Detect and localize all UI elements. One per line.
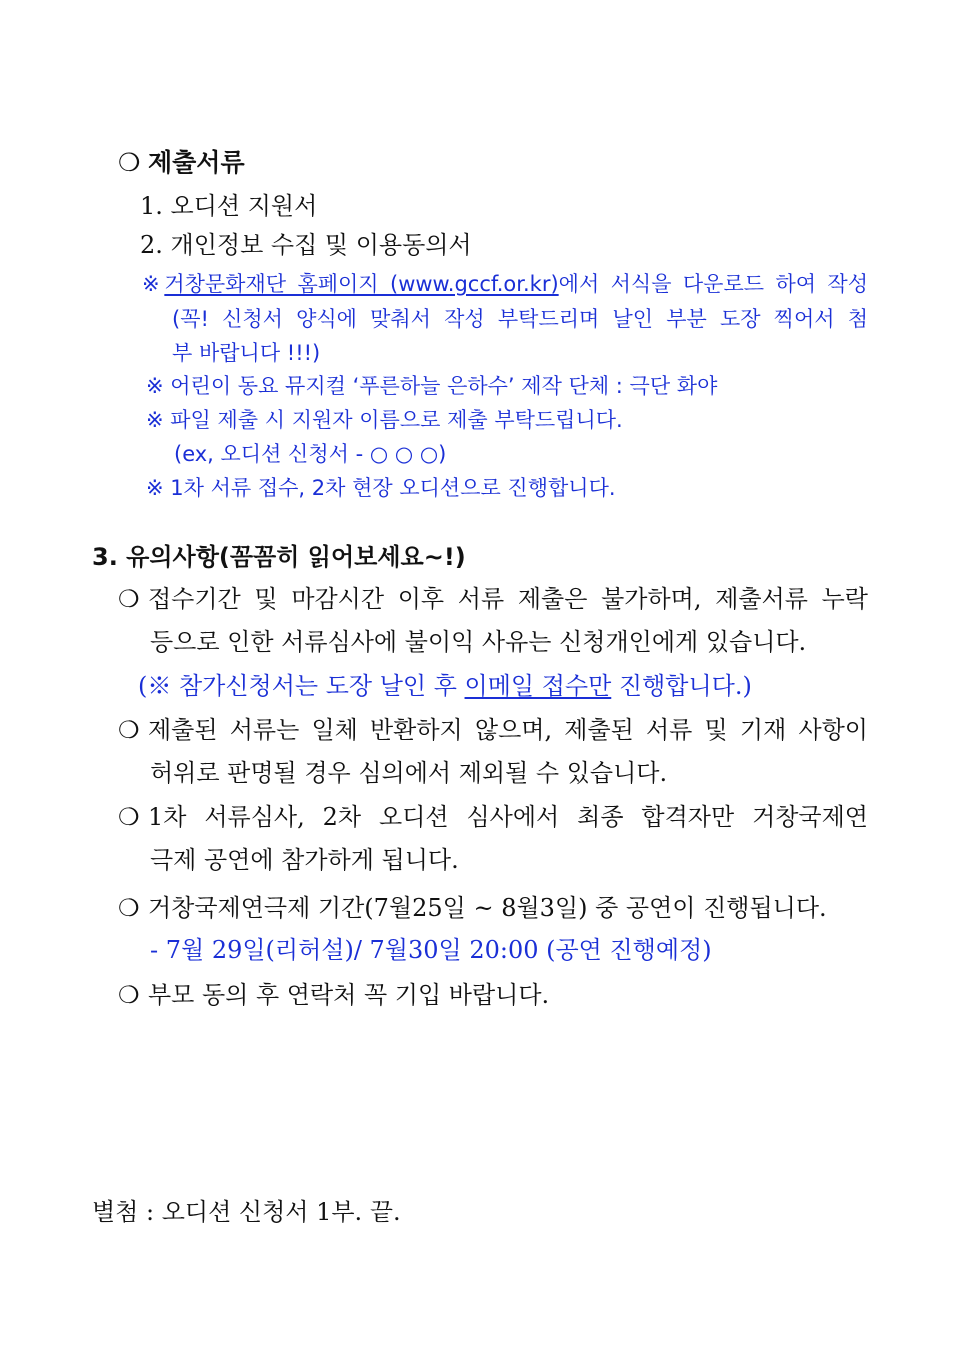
notice-1-email-note: (※ 참가신청서는 도장 날인 후 이메일 접수만 진행합니다.): [138, 672, 752, 700]
docs-note-process: ※ 1차 서류 접수, 2차 현장 오디션으로 진행합니다.: [146, 476, 616, 500]
docs-note-download: ※거창문화재단 홈페이지 (www.gccf.or.kr)에서 서식을 다운로드 하여 작성: [142, 272, 868, 296]
docs-note-filename: ※ 파일 제출 시 지원자 이름으로 제출 부탁드립니다.: [146, 408, 623, 432]
docs-note-producer: ※ 어린이 동요 뮤지컬 ‘푸른하늘 은하수’ 제작 단체 : 극단 화야: [146, 374, 718, 398]
docs-heading: [118, 148, 245, 178]
circle-bullet-icon: ❍: [118, 894, 140, 922]
notice-1-line2: 등으로 인한 서류심사에 불이익 사유는 신청개인에게 있습니다.: [150, 628, 807, 656]
notice-4: ❍ 거창국제연극제 기간(7월25일 ~ 8월3일) 중 공연이 진행됩니다.: [118, 894, 827, 922]
notice-3-line2: 극제 공연에 참가하게 됩니다.: [150, 846, 459, 874]
docs-item-1: 1. 오디션 지원서: [140, 192, 318, 220]
docs-heading-text: 제출서류: [148, 148, 245, 177]
notice-3: ❍ 1차 서류심사, 2차 오디션 심사에서 최종 합격자만 거창국제연: [118, 803, 868, 831]
docs-item-2: 2. 개인정보 수집 및 이용동의서: [140, 231, 472, 259]
docs-note-example: (ex, 오디션 신청서 - ○ ○ ○): [174, 442, 447, 466]
attachment-note: 별첨 : 오디션 신청서 1부. 끝.: [92, 1198, 401, 1226]
docs-note-download-line2: (꼭! 신청서 양식에 맞춰서 작성 부탁드리며 날인 부분 도장 찍어서 첨: [172, 307, 868, 331]
circle-bullet-icon: ❍: [118, 716, 140, 744]
homepage-link[interactable]: 거창문화재단 홈페이지 (www.gccf.or.kr): [164, 272, 559, 296]
circle-bullet-icon: ❍: [118, 803, 140, 831]
notice-2: ❍ 제출된 서류는 일체 반환하지 않으며, 제출된 서류 및 기재 사항이: [118, 716, 868, 744]
docs-note-download-line3: 부 바랍니다 !!!): [172, 341, 321, 365]
notice-5: ❍ 부모 동의 후 연락처 꼭 기입 바랍니다.: [118, 981, 550, 1009]
notice-1: ❍ 접수기간 및 마감시간 이후 서류 제출은 불가하며, 제출서류 누락: [118, 585, 868, 613]
notice-2-line2: 허위로 판명될 경우 심의에서 제외될 수 있습니다.: [150, 759, 668, 787]
circle-bullet-icon: ❍: [118, 585, 140, 613]
notice-4-schedule: - 7월 29일(리허설)/ 7월30일 20:00 (공연 진행예정): [150, 936, 712, 964]
email-only-emphasis: 이메일 접수만: [464, 672, 612, 700]
circle-bullet-icon: ❍: [118, 148, 141, 177]
circle-bullet-icon: ❍: [118, 981, 140, 1009]
section3-heading: 3. 유의사항(꼼꼼히 읽어보세요~!): [92, 543, 466, 571]
